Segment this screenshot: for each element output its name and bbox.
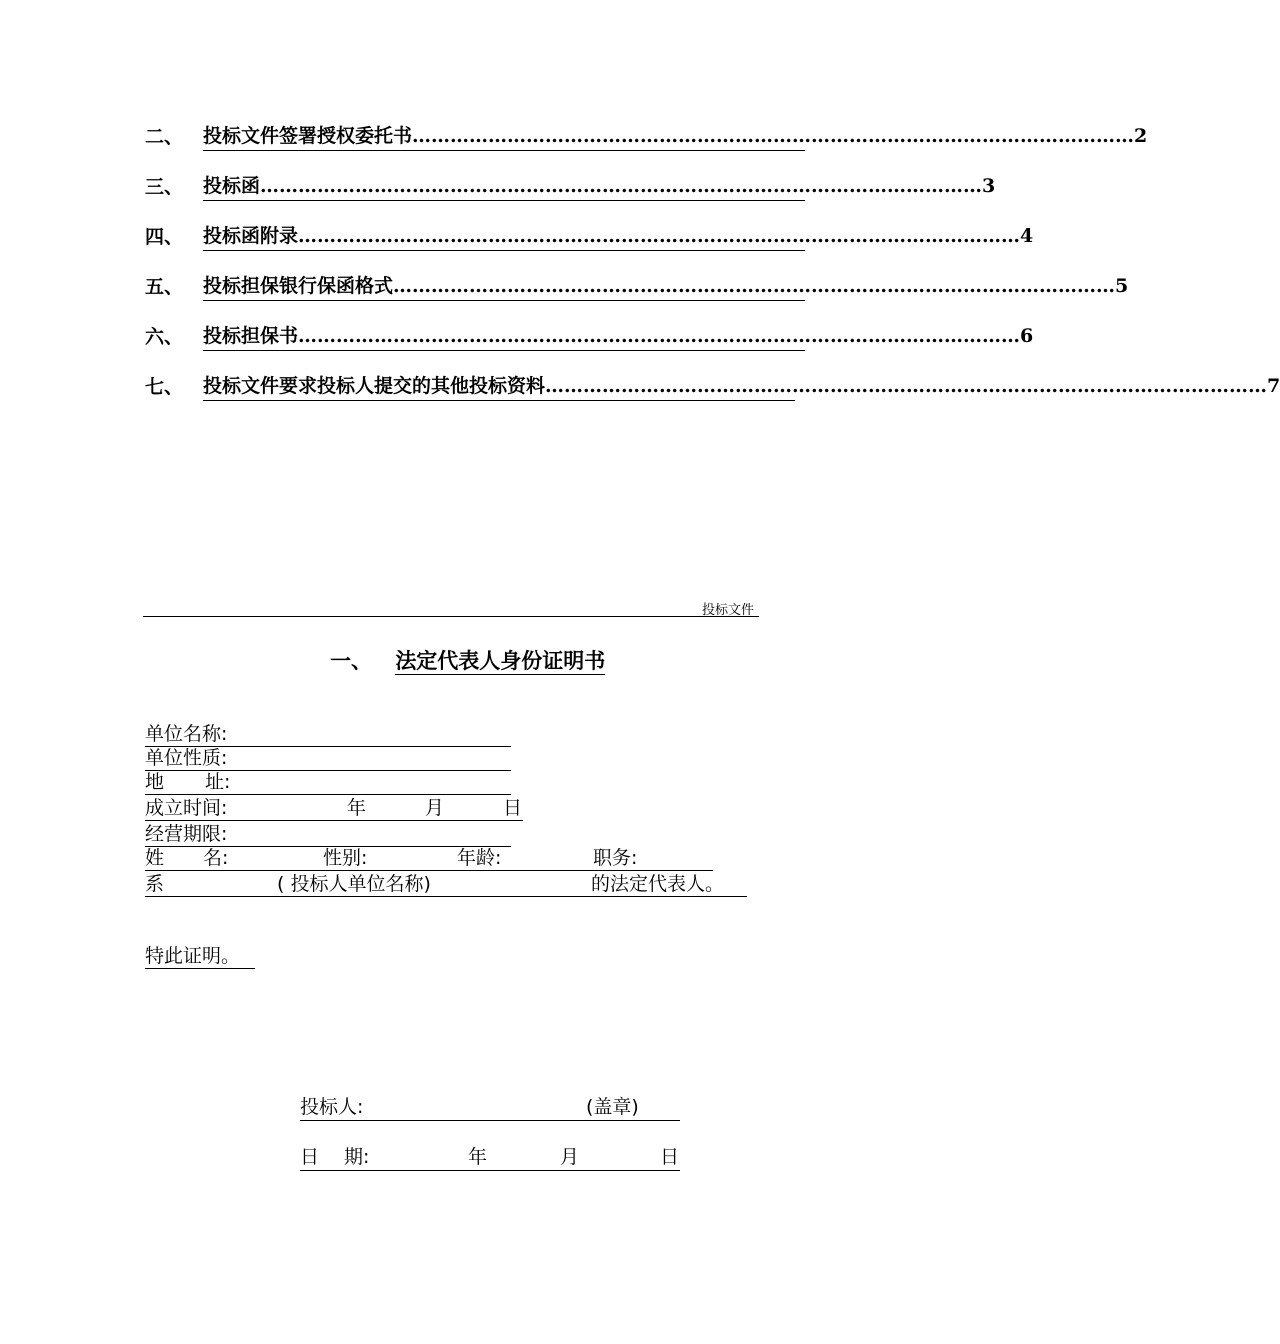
relation-label-b: ( 投标人单位名称) (277, 873, 431, 895)
sign-year-label: 年 (468, 1146, 488, 1168)
toc-link[interactable] (203, 372, 1280, 401)
section-number: 一、 (330, 648, 372, 673)
toc-row[interactable] (145, 322, 1034, 352)
toc-page: 6 (1020, 325, 1034, 347)
toc-leader: …………………………………………………………………………………………………… (260, 175, 983, 197)
toc-page: 7 (1267, 375, 1280, 397)
toc-row[interactable] (145, 222, 1034, 252)
toc-link[interactable] (203, 122, 1148, 151)
toc-row[interactable] (145, 172, 996, 202)
unit-name-field[interactable] (145, 722, 511, 747)
toc-number: 四、 (145, 226, 184, 248)
sign-date-field[interactable] (300, 1144, 680, 1171)
page-header-text: 投标文件 (702, 603, 755, 618)
toc-leader: …………………………………………………………………………………………………… (298, 225, 1021, 247)
address-label-a: 地 (145, 771, 165, 793)
gender-label: 性别: (323, 847, 368, 869)
toc-title: 投标文件要求投标人提交的其他投标资料 (203, 375, 546, 397)
seal-label: (盖章) (586, 1096, 639, 1118)
toc-link[interactable] (203, 172, 996, 201)
toc-number: 五、 (145, 276, 184, 298)
unit-nature-label: 单位性质: (145, 747, 228, 769)
date-label-a: 日 (300, 1146, 320, 1168)
toc-number: 六、 (145, 326, 184, 348)
certify-label: 特此证明。 (145, 945, 241, 967)
sign-month-label: 月 (560, 1146, 580, 1168)
toc-page: 3 (982, 175, 996, 197)
toc-row[interactable] (145, 122, 1148, 152)
bidder-seal-field[interactable] (300, 1094, 680, 1121)
sign-day-label: 日 (660, 1146, 680, 1168)
toc-leader: …………………………………………………………………………………………………… (298, 325, 1021, 347)
toc-number: 三、 (145, 176, 184, 198)
age-label: 年龄: (457, 847, 502, 869)
toc-title: 投标函附录 (203, 225, 299, 247)
person-info-field[interactable] (145, 846, 713, 871)
section-title-text: 法定代表人身份证明书 (395, 648, 606, 673)
year-label: 年 (347, 797, 367, 819)
relation-field[interactable] (145, 872, 747, 897)
toc-number: 二、 (145, 126, 184, 148)
bidder-label: 投标人: (300, 1096, 364, 1118)
unit-name-label: 单位名称: (145, 723, 228, 745)
toc-row[interactable] (145, 372, 1280, 402)
toc-page: 2 (1134, 125, 1148, 147)
founded-date-field[interactable] (145, 796, 523, 821)
toc-leader: …………………………………………………………………………………………………… (412, 125, 1135, 147)
business-term-field[interactable] (145, 822, 511, 847)
day-label: 日 (503, 797, 523, 819)
toc-title: 投标担保银行保函格式 (203, 275, 394, 297)
term-label: 经营期限: (145, 823, 228, 845)
toc-title: 投标函 (203, 175, 261, 197)
toc-title: 投标文件签署授权委托书 (203, 125, 413, 147)
unit-nature-field[interactable] (145, 746, 511, 771)
relation-label-a: 系 (145, 873, 165, 895)
position-label: 职务: (593, 847, 638, 869)
address-label-b: 址: (205, 771, 231, 793)
toc-page: 4 (1020, 225, 1034, 247)
toc-leader: …………………………………………………………………………………………………… (393, 275, 1116, 297)
name-label-a: 姓 (145, 847, 165, 869)
toc-link[interactable] (203, 222, 1034, 251)
toc-leader: …………………………………………………………………………………………………… (545, 375, 1268, 397)
address-field[interactable] (145, 770, 511, 795)
founded-label: 成立时间: (145, 797, 228, 819)
section-title (330, 645, 605, 675)
date-label-b: 期: (344, 1146, 370, 1168)
toc-number: 七、 (145, 376, 184, 398)
relation-label-c: 的法定代表人。 (591, 873, 725, 895)
toc-row[interactable] (145, 272, 1129, 302)
certify-text (145, 944, 255, 969)
header-divider (143, 616, 759, 617)
month-label: 月 (425, 797, 445, 819)
toc-link[interactable] (203, 272, 1129, 301)
toc-page: 5 (1115, 275, 1129, 297)
name-label-b: 名: (203, 847, 229, 869)
toc-link[interactable] (203, 322, 1034, 351)
toc-title: 投标担保书 (203, 325, 299, 347)
